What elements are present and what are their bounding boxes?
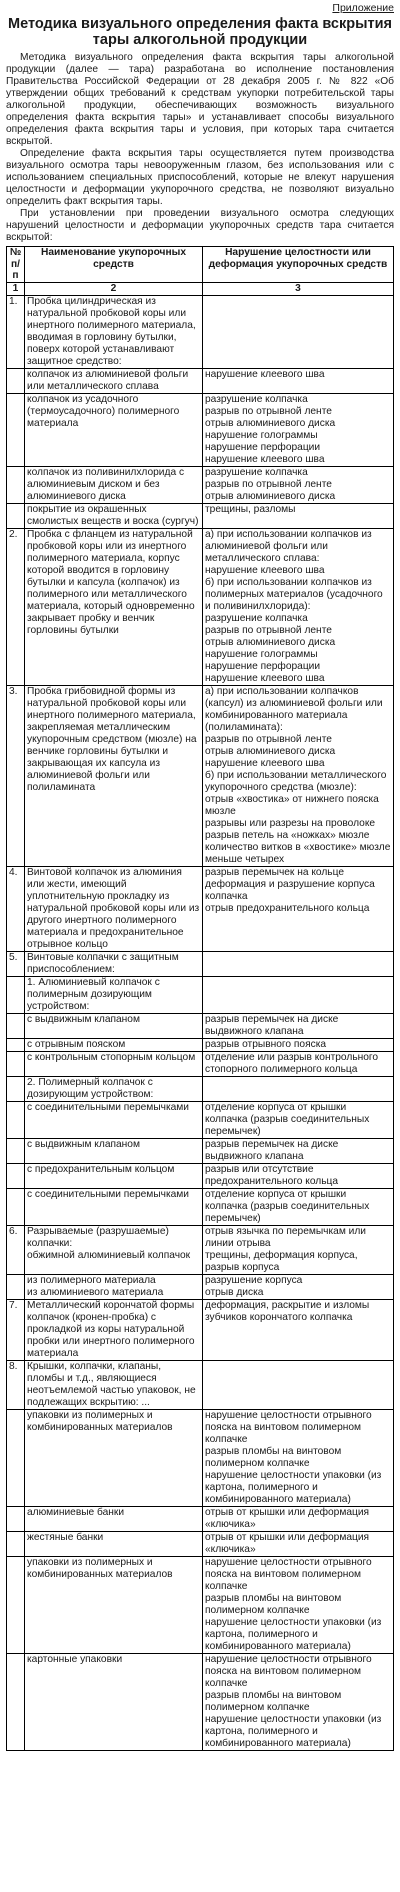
row-number bbox=[7, 466, 25, 503]
table-row bbox=[7, 976, 394, 1013]
closure-name: картонные упаковки bbox=[25, 1653, 203, 1750]
closure-name: из полимерного материала из алюминиевого материала bbox=[25, 1274, 203, 1299]
table-header-row bbox=[7, 247, 394, 283]
appendix-label: Приложение bbox=[332, 2, 394, 14]
closure-name: колпачок из алюминиевой фольги или металлического сплава bbox=[25, 368, 203, 393]
violation-description: трещины, разломы bbox=[203, 503, 394, 528]
closure-name: Крышки, колпачки, клапаны, пломбы и т.д., являющиеся неотъемлемой частью упаковок, не подлежащих вскрытию: ... bbox=[25, 1360, 203, 1409]
table-row bbox=[7, 1051, 394, 1076]
document-title: Методика визуального определения факта вскрытия тары алкогольной продукции bbox=[8, 16, 392, 48]
closure-name: Металлический корончатой формы колпачок (кронен-пробка) с прокладкой из коры натуральной пробки или инертного полимерного материала bbox=[25, 1299, 203, 1360]
table-row bbox=[7, 1163, 394, 1188]
table-row bbox=[7, 1138, 394, 1163]
violation-description bbox=[203, 976, 394, 1013]
violation-description: разрушение колпачка разрыв по отрывной ленте отрыв алюминиевого диска bbox=[203, 466, 394, 503]
violation-description bbox=[203, 1076, 394, 1101]
violation-description bbox=[203, 951, 394, 976]
row-number bbox=[7, 1653, 25, 1750]
closure-name: с отрывным пояском bbox=[25, 1038, 203, 1051]
table-row bbox=[7, 295, 394, 368]
closure-name: колпачок из усадочного (термоусадочного) полимерного материала bbox=[25, 393, 203, 466]
row-number bbox=[7, 1274, 25, 1299]
row-number bbox=[7, 1013, 25, 1038]
table-row bbox=[7, 1038, 394, 1051]
row-number bbox=[7, 1038, 25, 1051]
closure-name: жестяные банки bbox=[25, 1531, 203, 1556]
violation-description: разрыв или отсутствие предохранительного кольца bbox=[203, 1163, 394, 1188]
closures-table bbox=[6, 246, 394, 1751]
violation-description: отделение корпуса от крышки колпачка (разрыв соединительных перемычек) bbox=[203, 1101, 394, 1138]
table-row bbox=[7, 1225, 394, 1274]
closure-name: 1. Алюминиевый колпачок с полимерным дозирующим устройством: bbox=[25, 976, 203, 1013]
violation-description: отрыв язычка по перемычкам или линии отрыва трещины, деформация корпуса, разрыв корпуса bbox=[203, 1225, 394, 1274]
column-number: 2 bbox=[25, 282, 203, 295]
closure-name: с предохранительным кольцом bbox=[25, 1163, 203, 1188]
closure-name: 2. Полимерный колпачок с дозирующим устройством: bbox=[25, 1076, 203, 1101]
table-row bbox=[7, 1556, 394, 1653]
violation-description: а) при использовании колпачков из алюминиевой фольги или металлического сплава: нарушение клеевого шва б) при использовании колпачков из полимерных материалов (усадочного и поливинилхлорида): разрушение колпачка разрыв по отрывной ленте отрыв алюминиевого диска нарушение голограммы нарушение перфорации нарушение клеевого шва bbox=[203, 528, 394, 685]
row-number bbox=[7, 1076, 25, 1101]
row-number bbox=[7, 1138, 25, 1163]
closure-name: с контрольным стопорным кольцом bbox=[25, 1051, 203, 1076]
intro-paragraph-1: Методика визуального определения факта вскрытия тары алкогольной продукции (далее — тара) разработана во исполнение постановления Правительства Российской Федерации от 28 декабря 2005 г. № 822 «Об утверждении общих требований к средствам укупорки потребительской тары алкогольной продукции, обеспечивающих возможность визуального определения факта вскрытия тары» и устанавливает способы визуального определения факта вскрытия тары и условия, при которых тара считается вскрытой. bbox=[6, 52, 394, 147]
intro-paragraph-3: При установлении при проведении визуального осмотра следующих нарушений целостности и деформации укупорочных средств тара считается вскрытой: bbox=[6, 208, 394, 243]
column-number-row bbox=[7, 282, 394, 295]
table-row bbox=[7, 1101, 394, 1138]
table-row bbox=[7, 1013, 394, 1038]
violation-description: разрыв отрывного пояска bbox=[203, 1038, 394, 1051]
row-number: 4. bbox=[7, 866, 25, 951]
table-row bbox=[7, 503, 394, 528]
table-body bbox=[7, 295, 394, 1750]
row-number: 5. bbox=[7, 951, 25, 976]
closure-name: упаковки из полимерных и комбинированных материалов bbox=[25, 1556, 203, 1653]
table-row bbox=[7, 1653, 394, 1750]
row-number bbox=[7, 368, 25, 393]
closure-name: Винтовые колпачки с защитным приспособлением: bbox=[25, 951, 203, 976]
header-violation: Нарушение целостности или деформация укупорочных средств bbox=[203, 247, 394, 283]
closure-name: с выдвижным клапаном bbox=[25, 1013, 203, 1038]
table-row bbox=[7, 393, 394, 466]
closure-name: Разрываемые (разрушаемые) колпачки: обжимной алюминиевый колпачок bbox=[25, 1225, 203, 1274]
intro-paragraph-2: Определение факта вскрытия тары осуществляется путем производства визуального осмотра тары невооруженным глазом, без использования или с использованием специальных приспособлений, которые не влекут нарушения целостности и деформации укупорочного средства, не позволяют визуально определить факт вскрытия тары. bbox=[6, 148, 394, 207]
table-row bbox=[7, 1076, 394, 1101]
violation-description: разрыв перемычек на кольце деформация и разрушение корпуса колпачка отрыв предохранительного кольца bbox=[203, 866, 394, 951]
violation-description: отделение или разрыв контрольного стопорного полимерного кольца bbox=[203, 1051, 394, 1076]
closure-name: с выдвижным клапаном bbox=[25, 1138, 203, 1163]
closure-name: Винтовой колпачок из алюминия или жести, имеющий уплотнительную прокладку из натуральной пробковой коры или из другого инертного полимерного материала и предохранительное отрывное кольцо bbox=[25, 866, 203, 951]
violation-description bbox=[203, 1360, 394, 1409]
row-number: 3. bbox=[7, 685, 25, 866]
closure-name: алюминиевые банки bbox=[25, 1506, 203, 1531]
table-row bbox=[7, 1506, 394, 1531]
table-row bbox=[7, 1274, 394, 1299]
column-number: 3 bbox=[203, 282, 394, 295]
row-number bbox=[7, 1409, 25, 1506]
violation-description: разрушение колпачка разрыв по отрывной ленте отрыв алюминиевого диска нарушение голограммы нарушение перфорации нарушение клеевого шва bbox=[203, 393, 394, 466]
closure-name: покрытие из окрашенных смолистых веществ и воска (сургуч) bbox=[25, 503, 203, 528]
closure-name: упаковки из полимерных и комбинированных материалов bbox=[25, 1409, 203, 1506]
table-row bbox=[7, 1360, 394, 1409]
violation-description: нарушение клеевого шва bbox=[203, 368, 394, 393]
table-row bbox=[7, 528, 394, 685]
row-number bbox=[7, 1051, 25, 1076]
violation-description: отделение корпуса от крышки колпачка (разрыв соединительных перемычек) bbox=[203, 1188, 394, 1225]
closure-name: с соединительными перемычками bbox=[25, 1188, 203, 1225]
violation-description: деформация, раскрытие и изломы зубчиков корончатого колпачка bbox=[203, 1299, 394, 1360]
row-number bbox=[7, 503, 25, 528]
row-number bbox=[7, 1556, 25, 1653]
row-number: 7. bbox=[7, 1299, 25, 1360]
violation-description bbox=[203, 295, 394, 368]
violation-description: нарушение целостности отрывного пояска на винтовом полимерном колпачке разрыв пломбы на винтовом полимерном колпачке нарушение целостности упаковки (из картона, полимерного и комбинированного материала) bbox=[203, 1653, 394, 1750]
row-number: 8. bbox=[7, 1360, 25, 1409]
table-row bbox=[7, 466, 394, 503]
row-number bbox=[7, 1531, 25, 1556]
row-number bbox=[7, 1506, 25, 1531]
header-number: № п/п bbox=[7, 247, 25, 283]
violation-description: а) при использовании колпачков (капсул) из алюминиевой фольги или комбинированного материала (полиламината): разрыв по отрывной ленте отрыв алюминиевого диска нарушение клеевого шва б) при использовании металлического укупорочного средства (мюзле): отрыв «хвостика» от нижнего пояска мюзле разрывы или разрезы на проволоке разрыв петель на «ножках» мюзле количество витков в «хвостике» мюзле меньше четырех bbox=[203, 685, 394, 866]
violation-description: разрушение корпуса отрыв диска bbox=[203, 1274, 394, 1299]
table-row bbox=[7, 1299, 394, 1360]
closure-name: Пробка грибовидной формы из натуральной пробковой коры или инертного полимерного материала, закрепляемая металлическим укупорочным средством (мюзле) на венчике горловины бутылки и закрывающая их капсула из алюминиевой фольги или полиламината bbox=[25, 685, 203, 866]
row-number bbox=[7, 1188, 25, 1225]
table-row bbox=[7, 1409, 394, 1506]
table-row bbox=[7, 368, 394, 393]
violation-description: разрыв перемычек на диске выдвижного клапана bbox=[203, 1013, 394, 1038]
row-number bbox=[7, 976, 25, 1013]
violation-description: отрыв от крышки или деформация «ключика» bbox=[203, 1506, 394, 1531]
table-row bbox=[7, 866, 394, 951]
row-number bbox=[7, 1101, 25, 1138]
row-number: 6. bbox=[7, 1225, 25, 1274]
row-number: 2. bbox=[7, 528, 25, 685]
table-row bbox=[7, 685, 394, 866]
violation-description: отрыв от крышки или деформация «ключика» bbox=[203, 1531, 394, 1556]
closure-name: Пробка с фланцем из натуральной пробковой коры или из инертного полимерного материала, корпус которой вводится в горловину бутылки и капсула (колпачок) из полимерного или металлического материала, который одновременно закрывает пробку и венчик горловины бутылки bbox=[25, 528, 203, 685]
row-number: 1. bbox=[7, 295, 25, 368]
table-row bbox=[7, 1531, 394, 1556]
violation-description: нарушение целостности отрывного пояска на винтовом полимерном колпачке разрыв пломбы на винтовом полимерном колпачке нарушение целостности упаковки (из картона, полимерного и комбинированного материала) bbox=[203, 1409, 394, 1506]
closure-name: колпачок из поливинилхлорида с алюминиевым диском и без алюминиевого диска bbox=[25, 466, 203, 503]
column-number: 1 bbox=[7, 282, 25, 295]
table-row bbox=[7, 951, 394, 976]
row-number bbox=[7, 1163, 25, 1188]
closure-name: Пробка цилиндрическая из натуральной пробковой коры или инертного полимерного материала, вводимая в горловину бутылки, поверх которой устанавливают защитное средство: bbox=[25, 295, 203, 368]
row-number bbox=[7, 393, 25, 466]
violation-description: нарушение целостности отрывного пояска на винтовом полимерном колпачке разрыв пломбы на винтовом полимерном колпачке нарушение целостности упаковки (из картона, полимерного и комбинированного материала) bbox=[203, 1556, 394, 1653]
closure-name: с соединительными перемычками bbox=[25, 1101, 203, 1138]
violation-description: разрыв перемычек на диске выдвижного клапана bbox=[203, 1138, 394, 1163]
table-row bbox=[7, 1188, 394, 1225]
header-closure-name: Наименование укупорочных средств bbox=[25, 247, 203, 283]
